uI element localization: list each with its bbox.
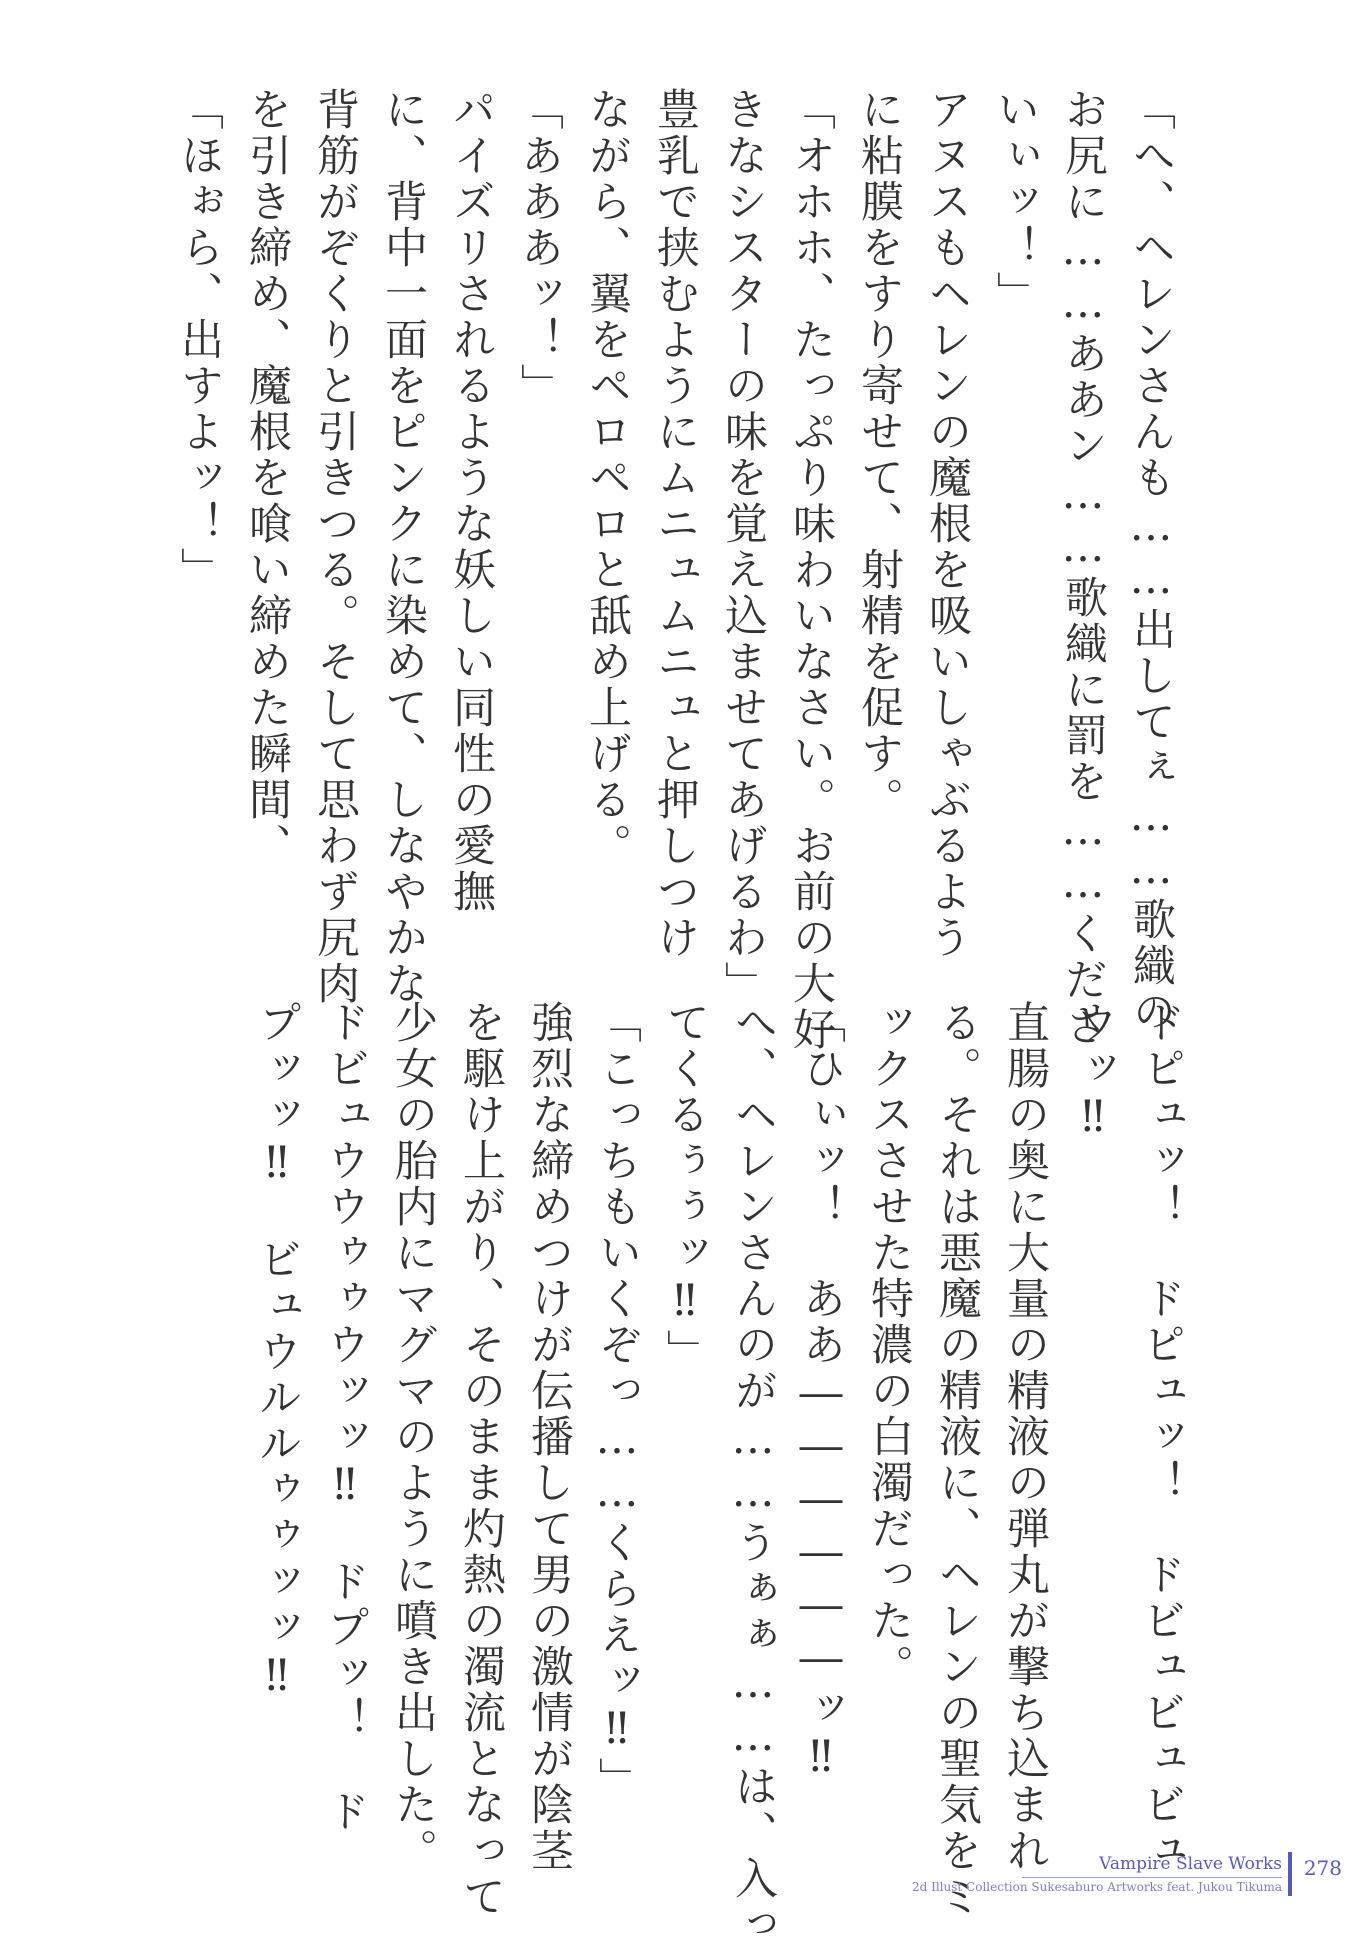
text-line: 「こっちもいくぞっ……くらえッ‼」 [592, 1000, 642, 1803]
text-line: 「あああッ！」 [514, 87, 564, 409]
text-line: 「ひぃッ！ ああ――――――ッ‼ [796, 1000, 846, 1785]
text-line: ドビュウウゥゥウッッ‼ ドプッ！ ド [320, 1000, 370, 1835]
footer-separator-bar [1288, 1852, 1292, 1896]
text-line: お尻に……ああン……歌織に罰を……くださ [1058, 87, 1108, 1049]
text-line: へ、ヘレンさんのが……うぁぁ……は、入っ [728, 1000, 778, 1948]
text-line: アヌスもヘレンの魔根を吸いしゃぶるよう [922, 87, 972, 961]
text-line: ドピュッ！ ドピュッ！ ドビュビュビュ [1136, 1000, 1186, 1874]
text-line: 強烈な締めつけが伝播して男の激情が陰茎 [524, 1000, 574, 1874]
text-line: 背筋がぞくりと引きつる。そして思わず尻肉 [310, 87, 360, 1007]
text-line: 「へ、ヘレンさんも……出してぇ……歌織の [1126, 87, 1176, 1035]
text-line: てくるぅぅッ‼」 [660, 1000, 710, 1375]
text-line: を引き締め、魔根を喰い締めた瞬間、 [242, 87, 292, 869]
text-line: 少女の胎内にマグマのように噴き出した。 [388, 1000, 438, 1874]
text-line: 直腸の奥に大量の精液の弾丸が撃ち込まれ [1000, 1000, 1050, 1874]
text-line: 「ほぉら、出すよッ！」 [174, 87, 224, 593]
text-line: プッッ‼ ビュウルルゥゥッッ‼ [252, 1000, 302, 1704]
footer-divider [1022, 1877, 1282, 1878]
text-line: ウッ‼ [1068, 1000, 1118, 1145]
page-number: 278 [1303, 1856, 1342, 1880]
text-line: いぃッ！」 [990, 87, 1040, 317]
text-line: ックスさせた特濃の白濁だった。 [864, 1000, 914, 1690]
text-line: る。それは悪魔の精液に、ヘレンの聖気をミ [932, 1000, 982, 1920]
text-line: に、背中一面をピンクに染めて、しなやかな [378, 87, 428, 1007]
text-line: を駆け上がり、そのまま灼熱の濁流となって [456, 1000, 506, 1920]
text-column-block-top [165, 87, 1185, 1053]
text-line: に粘膜をすり寄せて、射精を促す。 [854, 87, 904, 823]
footer-title: Vampire Slave Works [1099, 1854, 1282, 1874]
text-line: ながら、翼をペロペロと舐め上げる。 [582, 87, 632, 869]
footer-subtitle: 2d Illust Collection Sukesaburo Artworks feat. Jukou Tikuma [911, 1880, 1282, 1894]
text-line: 「オホホ、たっぷり味わいなさい。お前の大好 [786, 87, 836, 1053]
text-line: 豊乳で挟むようにムニュムニュと押しつけ [650, 87, 700, 961]
page-footer [911, 1850, 1342, 1910]
text-line: きなシスターの味を覚え込ませてあげるわ」 [718, 87, 768, 1007]
text-line: パイズリされるような妖しい同性の愛撫 [446, 87, 496, 915]
